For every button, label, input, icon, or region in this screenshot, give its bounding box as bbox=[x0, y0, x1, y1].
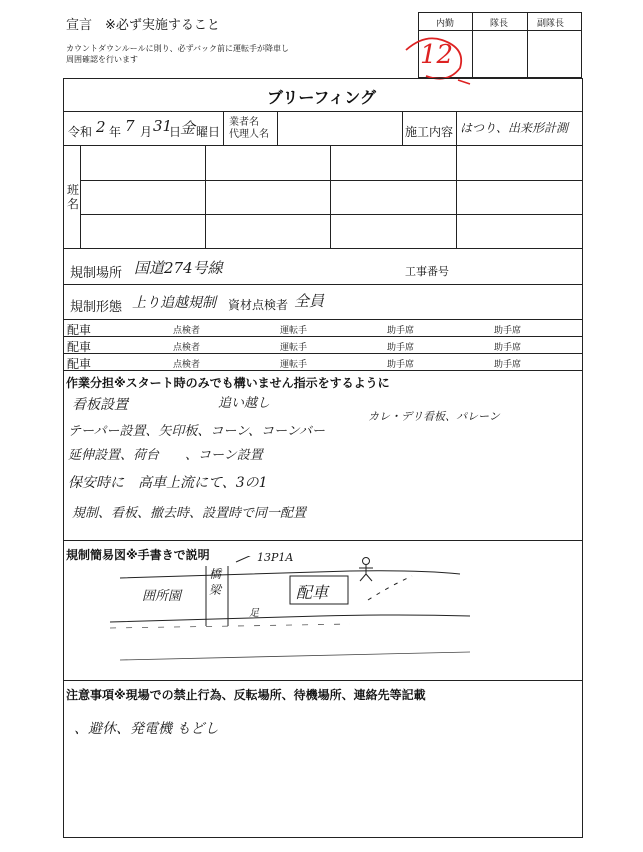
work-assign-line-4: 保安時に 高車上流にて、3の1 bbox=[68, 475, 268, 491]
vehicle-driver: 運転手 bbox=[280, 343, 308, 353]
stamp-header-internal: 内勤 bbox=[436, 19, 455, 29]
stamp-header-captain: 隊長 bbox=[490, 19, 509, 29]
work-assign-line-1a: 看板設置 bbox=[72, 397, 128, 413]
work-assign-line-3: 延伸設置、荷台 、コーン設置 bbox=[68, 448, 263, 463]
stamp-header-vice-captain: 副隊長 bbox=[537, 19, 565, 29]
diagram-label-person: 足 bbox=[249, 608, 259, 619]
vehicle-assist-2: 助手席 bbox=[494, 360, 522, 370]
date-year-unit: 年 bbox=[109, 125, 122, 139]
date-month: 7 bbox=[125, 117, 135, 135]
material-checker-label: 資材点検者 bbox=[228, 298, 289, 312]
vehicle-assist-1: 助手席 bbox=[387, 326, 415, 336]
date-weekday-unit: 曜日 bbox=[196, 125, 221, 139]
work-assign-label: 作業分担※スタート時のみでも構いません指示をするように bbox=[66, 376, 390, 390]
vehicle-label: 配車 bbox=[67, 323, 92, 337]
declaration-line-2: 周囲確認を行います bbox=[66, 55, 138, 64]
declaration-title: 宣言 ※必ず実施すること bbox=[66, 18, 220, 33]
restriction-form-label: 規制形態 bbox=[70, 300, 123, 315]
vehicle-assist-2: 助手席 bbox=[494, 326, 522, 336]
date-prefix: 令和 bbox=[68, 125, 93, 139]
vehicle-label: 配車 bbox=[67, 357, 92, 371]
declaration-line-1: カウントダウンルールに則り、必ずバック前に運転手が降車し bbox=[66, 44, 289, 53]
vehicle-inspector: 点検者 bbox=[173, 360, 201, 370]
construction-number-label: 工事番号 bbox=[405, 265, 449, 278]
vendor-label-2: 代理人名 bbox=[229, 129, 269, 140]
vendor-label-1: 業者名 bbox=[229, 117, 259, 128]
person-figure-icon bbox=[356, 556, 376, 582]
vehicle-assist-1: 助手席 bbox=[387, 343, 415, 353]
notes-label: 注意事項※現場での禁止行為、反転場所、待機場所、連絡先等記載 bbox=[66, 688, 426, 702]
date-year: 2 bbox=[96, 118, 106, 136]
vehicle-label: 配車 bbox=[67, 340, 92, 354]
date-day-unit: 日 bbox=[169, 125, 182, 139]
work-assign-line-1b: 追い越し bbox=[218, 396, 271, 411]
diagram-label-vehicle: 配車 bbox=[296, 583, 329, 602]
date-weekday: 金 bbox=[180, 119, 196, 137]
work-assign-line-2: テーパー設置、矢印板、コーン、コーンバー bbox=[68, 424, 325, 439]
work-label: 施工内容 bbox=[405, 125, 454, 139]
vehicle-assist-2: 助手席 bbox=[494, 343, 522, 353]
vehicle-driver: 運転手 bbox=[280, 326, 308, 336]
stamp-mark: 12 bbox=[420, 40, 454, 70]
material-checker-value: 全員 bbox=[294, 292, 325, 310]
restriction-place-value: 国道274号線 bbox=[134, 259, 223, 277]
date-month-unit: 月 bbox=[140, 125, 153, 139]
diagram-label-bridge: 橋梁 bbox=[209, 567, 222, 597]
notes-value: 、避休、発電機 もどし bbox=[74, 721, 219, 737]
team-label: 班名 bbox=[67, 183, 80, 211]
regulation-sketch bbox=[100, 556, 480, 666]
vehicle-driver: 運転手 bbox=[280, 360, 308, 370]
work-assign-line-1c: カレ・デリ看板、パレーン bbox=[368, 410, 500, 423]
restriction-form-value: 上り追越規制 bbox=[132, 295, 216, 311]
vehicle-inspector: 点検者 bbox=[173, 326, 201, 336]
work-value: はつり、出来形計測 bbox=[460, 121, 569, 135]
briefing-title: ブリーフィング bbox=[267, 88, 376, 107]
diagram-label: 規制簡易図※手書きで説明 bbox=[66, 548, 210, 562]
restriction-place-label: 規制場所 bbox=[70, 266, 123, 281]
diagram-label-left: 囲所園 bbox=[142, 589, 182, 604]
date-day: 31 bbox=[153, 117, 173, 135]
vehicle-assist-1: 助手席 bbox=[387, 360, 415, 370]
work-assign-line-5: 規制、看板、撤去時、設置時で同一配置 bbox=[72, 506, 307, 521]
vehicle-inspector: 点検者 bbox=[173, 343, 201, 353]
diagram-label-13p1a: 13P1A bbox=[257, 551, 294, 564]
